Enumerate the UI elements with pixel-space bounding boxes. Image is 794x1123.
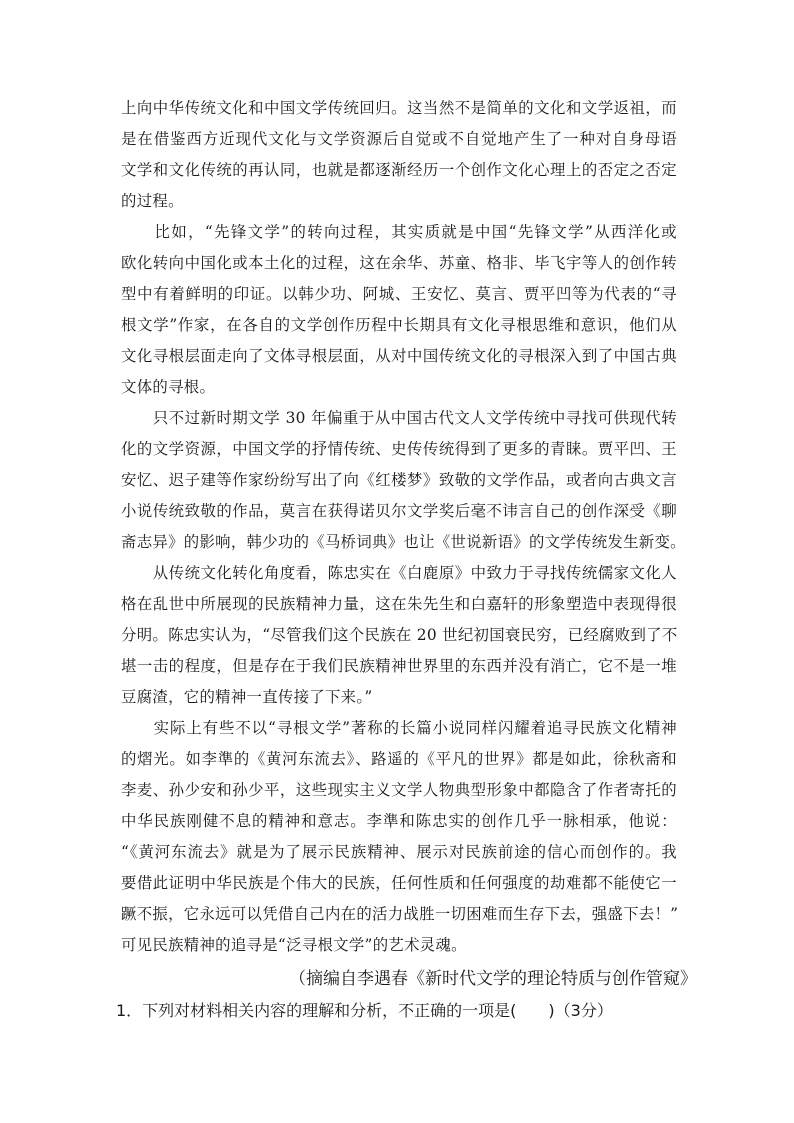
- text-line: 上向中华传统文化和中国文学传统回归。这当然不是简单的文化和文学返祖，而: [121, 99, 677, 117]
- text-line: 格在乱世中所展现的民族精神力量，这在朱先生和白嘉轩的形象塑造中表现得很: [121, 595, 677, 613]
- text-line: 斋志异》的影响，韩少功的《马桥词典》也让《世说新语》的文学传统发生新变。: [121, 533, 686, 551]
- text-line: 比如，“先锋文学”的转向过程，其实质就是中国“先锋文学”从西洋化或: [121, 223, 677, 241]
- text-line: 实际上有些不以“寻根文学”著称的长篇小说同样闪耀着追寻民族文化精神: [121, 719, 677, 737]
- text-line: 安忆、迟子建等作家纷纷写出了向《红楼梦》致敬的文学作品，或者向古典文言: [121, 471, 677, 489]
- paragraph-3: [121, 403, 686, 558]
- text-line: 的熠光。如李準的《黄河东流去》、路遥的《平凡的世界》都是如此，徐秋斋和: [121, 750, 677, 768]
- text-line: 分明。陈忠实认为，“尽管我们这个民族在 20 世纪初国衰民穷，已经腐败到了不: [121, 626, 678, 644]
- text-line: 堪一击的程度，但是存在于我们民族精神世界里的东西并没有消亡，它不是一堆: [121, 657, 677, 675]
- text-line: 型中有着鲜明的印证。以韩少功、阿城、王安忆、莫言、贾平凹等为代表的“寻: [121, 285, 677, 303]
- text-line: 只不过新时期文学 30 年偏重于从中国古代文人文学传统中寻找可供现代转: [121, 409, 677, 427]
- text-line: 文化寻根层面走向了文体寻根层面，从对中国传统文化的寻根深入到了中国古典: [121, 347, 677, 365]
- text-line: 可见民族精神的追寻是“泛寻根文学”的艺术灵魂。: [121, 936, 467, 954]
- text-line: 小说传统致敬的作品，莫言在获得诺贝尔文学奖后毫不讳言自己的创作深受《聊: [121, 502, 677, 520]
- paragraph-2: [121, 217, 677, 403]
- text-line: 豆腐渣，它的精神一直传接了下来。”: [121, 688, 373, 706]
- paragraph-5: [121, 713, 677, 961]
- text-line: 蹶不振，它永远可以凭借自己内在的活力战胜一切困难而生存下去，强盛下去！”: [121, 905, 679, 923]
- text-line: 欧化转向中国化或本土化的过程，这在余华、苏童、格非、毕飞宇等人的创作转: [121, 254, 677, 272]
- text-line: 李麦、孙少安和孙少平，这些现实主义文学人物典型形象中都隐含了作者寄托的: [121, 781, 677, 799]
- source-citation: （摘编自李遇春《新时代文学的理论特质与创作管窥》: [289, 969, 697, 989]
- paragraph-4: [121, 558, 677, 713]
- text-line: 文学和文化传统的再认同，也就是都逐渐经历一个创作文化心理上的否定之否定: [121, 161, 677, 179]
- text-line: 的过程。: [121, 192, 184, 210]
- text-line: 要借此证明中华民族是个伟大的民族，任何性质和任何强度的劫难都不能使它一: [121, 874, 677, 892]
- text-line: 根文学”作家，在各自的文学创作历程中长期具有文化寻根思维和意识，他们从: [121, 316, 677, 334]
- text-line: 文体的寻根。: [121, 378, 216, 396]
- text-line: 中华民族刚健不息的精神和意志。李準和陈忠实的创作几乎一脉相承，他说：: [121, 812, 677, 830]
- question-stem: 1．下列对材料相关内容的理解和分析，不正确的一项是( )（3分）: [116, 1001, 613, 1020]
- text-line: “《黄河东流去》就是为了展示民族精神、展示对民族前途的信心而创作的。我: [121, 843, 677, 861]
- text-line: 化的文学资源，中国文学的抒情传统、史传传统得到了更多的青睐。贾平凹、王: [121, 440, 677, 458]
- text-line: 从传统文化转化角度看，陈忠实在《白鹿原》中致力于寻找传统儒家文化人: [121, 564, 677, 582]
- paragraph-1: [121, 93, 677, 217]
- text-line: 是在借鉴西方近现代文化与文学资源后自觉或不自觉地产生了一种对自身母语: [121, 130, 677, 148]
